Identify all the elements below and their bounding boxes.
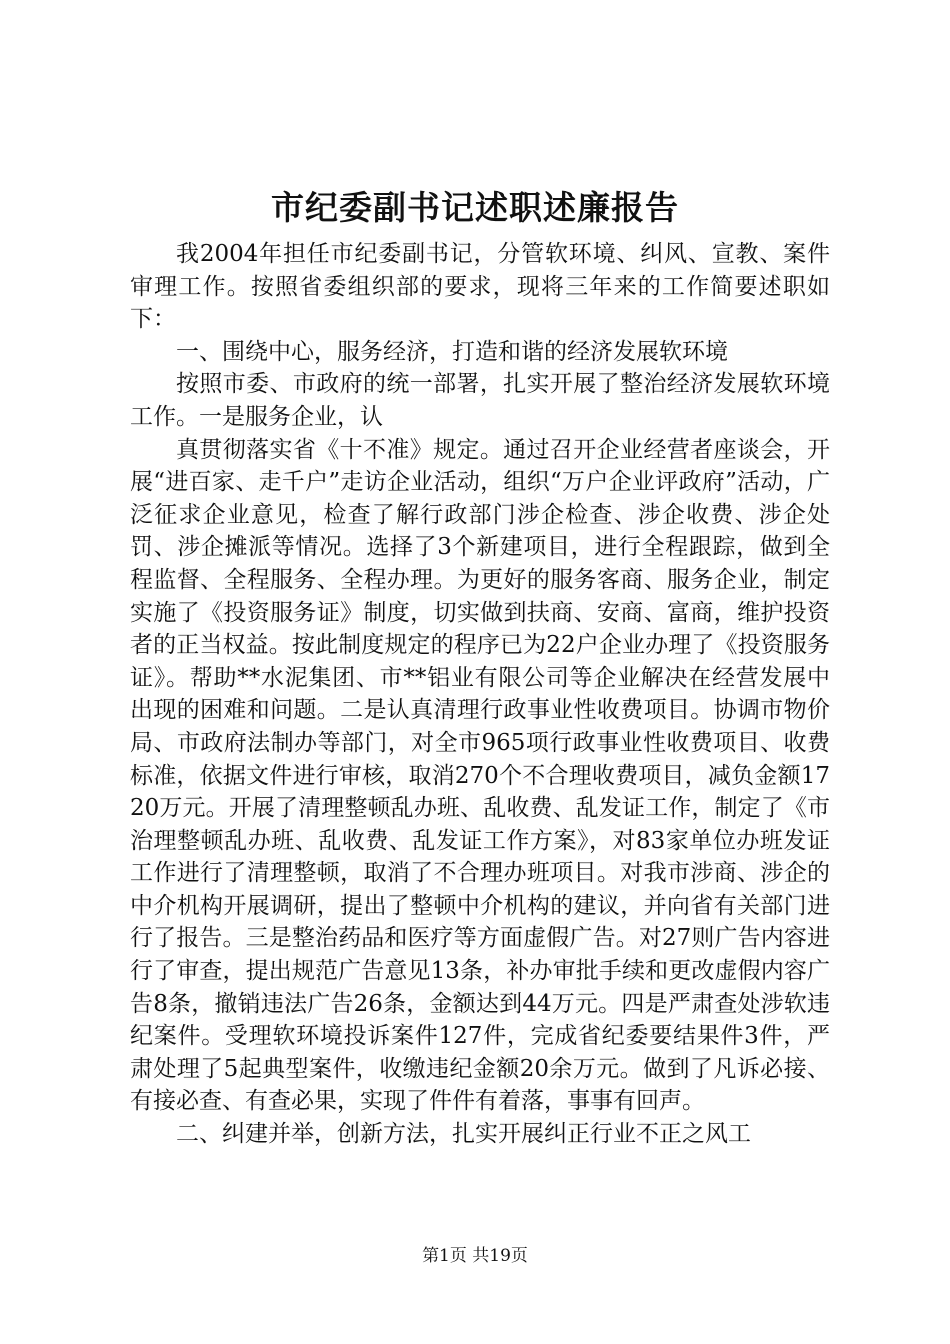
document-title: 市纪委副书记述职述廉报告 xyxy=(271,188,679,227)
section-heading-2: 二、纠建并举，创新方法，扎实开展纠正行业不正之风工 xyxy=(176,1121,751,1148)
document-body xyxy=(130,238,830,1151)
paragraph-section-1-lead: 按照市委、市政府的统一部署，扎实开展了整治经济发展软环境工作。一是服务企业，认 xyxy=(130,371,830,430)
page-number-footer: 第1页 共19页 xyxy=(422,1246,528,1266)
section-heading-1: 一、围绕中心，服务经济，打造和谐的经济发展软环境 xyxy=(176,338,728,365)
paragraph-intro: 我2004年担任市纪委副书记，分管软环境、纠风、宣教、案件审理工作。按照省委组织部的要求，现将三年来的工作简要述职如下： xyxy=(130,241,830,333)
paragraph-section-1-detail: 真贯彻落实省《十不准》规定。通过召开企业经营者座谈会，开展“进百家、走千户”走访企业活动，组织“万户企业评政府”活动，广泛征求企业意见，检查了解行政部门涉企检查、涉企收费、涉企处罚、涉企摊派等情况。选择了3个新建项目，进行全程跟踪，做到全程监督、全程服务、全程办理。为更好的服务客商、服务企业，制定实施了《投资服务证》制度，切实做到扶商、安商、富商，维护投资者的正当权益。按此制度规定的程序已为22户企业办理了《投资服务证》。帮助**水泥集团、市**铝业有限公司等企业解决在经营发展中出现的困难和问题。二是认真清理行政事业性收费项目。协调市物价局、市政府法制办等部门，对全市965项行政事业性收费项目、收费标准，依据文件进行审核，取消270个不合理收费项目，减负金额1720万元。开展了清理整顿乱办班、乱收费、乱发证工作，制定了《市治理整顿乱办班、乱收费、乱发证工作方案》，对83家单位办班发证工作进行了清理整顿，取消了不合理办班项目。对我市涉商、涉企的中介机构开展调研，提出了整顿中介机构的建议，并向省有关部门进行了报告。三是整治药品和医疗等方面虚假广告。对27则广告内容进行了审查，提出规范广告意见13条，补办审批手续和更改虚假内容广告8条，撤销违法广告26条，金额达到44万元。四是严肃查处涉软违纪案件。受理软环境投诉案件127件，完成省纪委要结果件3件，严肃处理了5起典型案件，收缴违纪金额20余万元。做到了凡诉必接、有接必查、有查必果，实现了件件有着落，事事有回声。 xyxy=(130,436,830,1115)
